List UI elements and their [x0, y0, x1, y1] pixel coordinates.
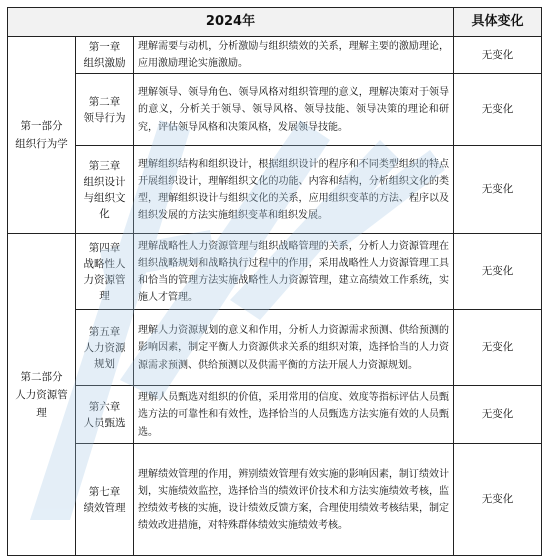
- chapter-title: 第二章 领导行为: [76, 74, 134, 146]
- chapter-title: 第三章 组织设计 与组织文 化: [76, 146, 134, 234]
- chapter-title: 第六章 人员甄选: [76, 386, 134, 444]
- header-year: 2024年: [8, 8, 454, 37]
- change-cell: 无变化: [454, 74, 542, 146]
- change-cell: 无变化: [454, 386, 542, 444]
- table-row: [8, 74, 542, 146]
- chapter-title: 第四章 战略性人 力资源管 理: [76, 234, 134, 310]
- change-cell: 无变化: [454, 444, 542, 556]
- chapter-description: 理解绩效管理的作用，辨别绩效管理有效实施的影响因素，制订绩效计划，实施绩效监控，选择恰当的绩效评价技术和方法实施绩效考核，监控绩效考核的实施，设计绩效反馈方案，合理使用绩效考核结果，制定绩效改进措施，对特殊群体绩效实施绩效考核。: [134, 444, 454, 556]
- chapter-description: 理解人力资源规划的意义和作用，分析人力资源需求预测、供给预测的影响因素，制定平衡人力资源供求关系的组织对策，选择恰当的人力资源需求预测、供给预测以及供需平衡的方法开展人力资源规划。: [134, 310, 454, 386]
- chapter-description: 理解人员甄选对组织的价值，采用常用的信度、效度等指标评估人员甄选方法的可靠性和有效性，选择恰当的人员甄选方法实施有效的人员甄选。: [134, 386, 454, 444]
- table-row: [8, 234, 542, 310]
- change-cell: 无变化: [454, 310, 542, 386]
- change-cell: 无变化: [454, 37, 542, 74]
- header-row: [8, 8, 542, 37]
- part-label: 第一部分 组织行为学: [8, 37, 76, 234]
- chapter-description: 理解战略性人力资源管理与组织战略管理的关系，分析人力资源管理在组织战略规划和战略执行过程中的作用，采用战略性人力资源管理工具和恰当的管理方法实施战略性人力资源管理，建立高绩效工作系统，实施人才管理。: [134, 234, 454, 310]
- part-label: 第二部分 人力资源管 理: [8, 234, 76, 556]
- chapter-title: 第五章 人力资源 规划: [76, 310, 134, 386]
- chapter-title: 第一章 组织激励: [76, 37, 134, 74]
- change-cell: 无变化: [454, 234, 542, 310]
- chapter-description: 理解领导、领导角色、领导风格对组织管理的意义，理解决策对于领导的意义，分析关于领导、领导风格、领导技能、领导决策的理论和研究，评估领导风格和决策风格，发展领导技能。: [134, 74, 454, 146]
- chapter-title: 第七章 绩效管理: [76, 444, 134, 556]
- change-cell: 无变化: [454, 146, 542, 234]
- chapter-description: 理解组织结构和组织设计，根据组织设计的程序和不同类型组织的特点开展组织设计，理解组织文化的功能、内容和结构，分析组织文化的类型，理解组织设计与组织文化的关系，应用组织变革的方法、程序以及组织发展的方法实施组织变革和组织发展。: [134, 146, 454, 234]
- top-cut-text: [0, 0, 545, 1]
- table-row: [8, 146, 542, 234]
- table-row: [8, 310, 542, 386]
- syllabus-table: [7, 7, 542, 556]
- table-row: [8, 386, 542, 444]
- header-change: 具体变化: [454, 8, 542, 37]
- table-row: [8, 37, 542, 74]
- chapter-description: 理解需要与动机，分析激励与组织绩效的关系，理解主要的激励理论，应用激励理论实施激励。: [134, 37, 454, 74]
- table-row: [8, 444, 542, 556]
